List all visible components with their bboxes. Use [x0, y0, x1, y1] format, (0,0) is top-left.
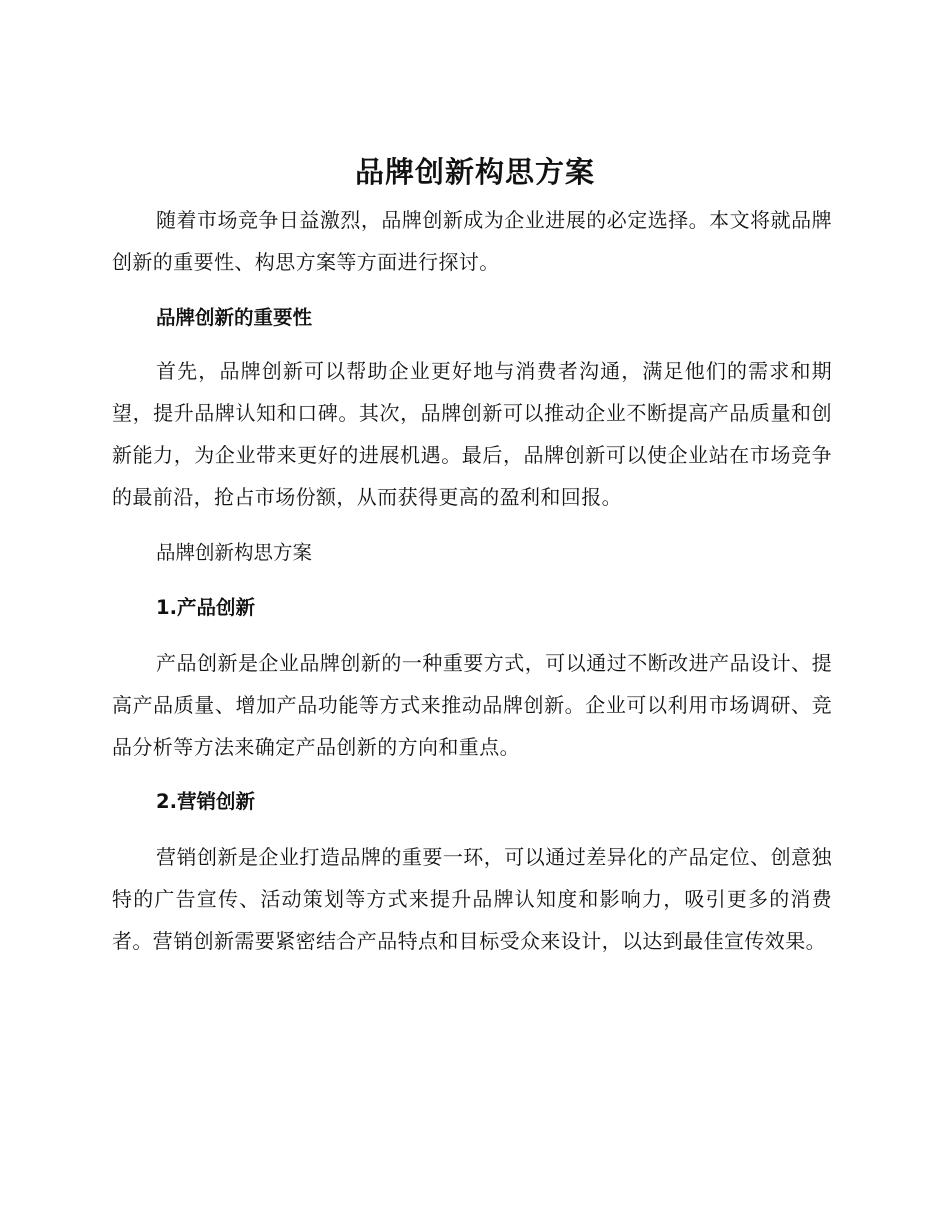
section-heading-plan: 品牌创新构思方案: [156, 541, 313, 564]
intro-paragraph: 随着市场竞争日益激烈，品牌创新成为企业进展的必定选择。本文将就品牌创新的重要性、构思方案等方面进行探讨。: [112, 208, 832, 274]
importance-paragraph: 首先，品牌创新可以帮助企业更好地与消费者沟通，满足他们的需求和期望，提升品牌认知和口碑。其次，品牌创新可以推动企业不断提高产品质量和创新能力，为企业带来更好的进展机遇。最后，品牌创新可以使企业站在市场竞争的最前沿，抢占市场份额，从而获得更高的盈利和回报。: [112, 359, 832, 509]
subsection-heading-marketing: 2.营销创新: [156, 790, 255, 813]
document-title: 品牌创新构思方案: [354, 155, 595, 189]
product-innovation-paragraph: 产品创新是企业品牌创新的一种重要方式，可以通过不断改进产品设计、提高产品质量、增加产品功能等方式来推动品牌创新。企业可以利用市场调研、竞品分析等方法来确定产品创新的方向和重点。: [112, 651, 832, 759]
section-heading-importance: 品牌创新的重要性: [156, 306, 313, 329]
marketing-innovation-paragraph: 营销创新是企业打造品牌的重要一环，可以通过差异化的产品定位、创意独特的广告宣传、活动策划等方式来提升品牌认知度和影响力，吸引更多的消费者。营销创新需要紧密结合产品特点和目标受众来设计，以达到最佳宣传效果。: [112, 845, 832, 953]
subsection-heading-product: 1.产品创新: [156, 596, 255, 619]
